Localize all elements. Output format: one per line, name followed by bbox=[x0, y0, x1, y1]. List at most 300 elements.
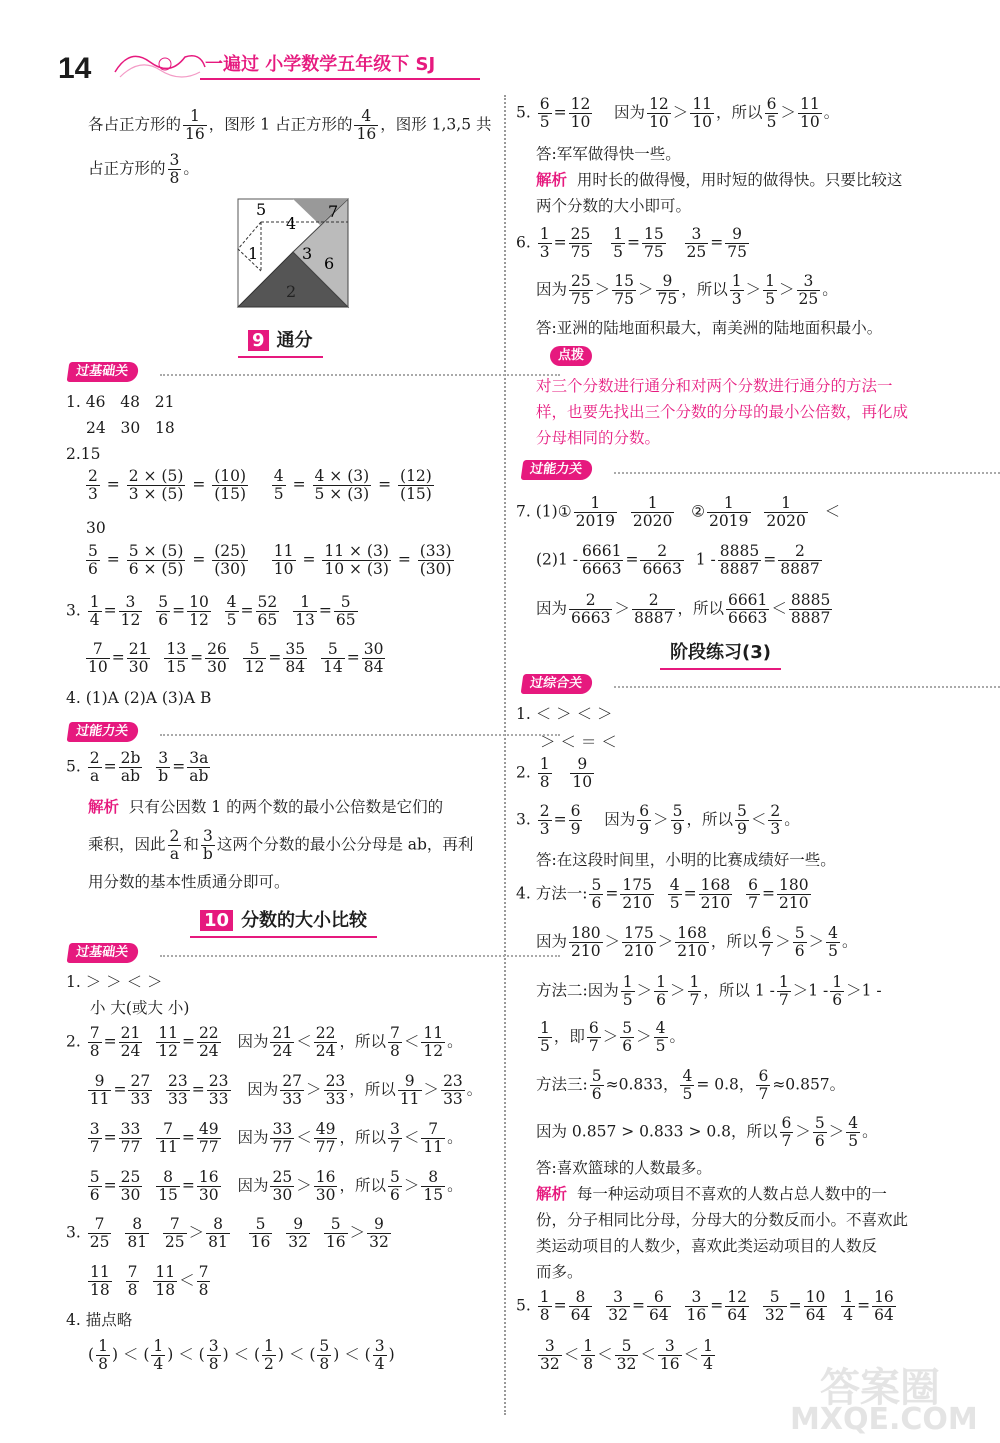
fraction: $\frac{11}{10}$ bbox=[273, 542, 294, 578]
text: 24 bbox=[86, 419, 106, 437]
fraction: $\frac{23}{33}$ bbox=[443, 1072, 463, 1108]
fraction: $\frac{1}{6}$ bbox=[832, 973, 843, 1009]
text: 每一种运动项目不喜欢的人数占总人数中的一 bbox=[576, 1185, 887, 1203]
fraction: $\frac{21}{30}$ bbox=[128, 640, 149, 676]
text: 答:军军做得快一些。 bbox=[536, 145, 681, 163]
fraction: $\frac{2b}{ab}$ bbox=[120, 749, 141, 785]
fraction: $\frac{3}{4}$ bbox=[374, 1337, 385, 1373]
fraction: $\frac{3}{32}$ bbox=[540, 1337, 560, 1373]
s4-compare2: 因为 0.857 > 0.833 > 0.8，所以 $\frac{6}{7}$ ＞ $\frac{5}{6}$ ＞ $\frac{4}{5}$ 。 bbox=[536, 1114, 878, 1150]
s1-row1 bbox=[516, 704, 613, 724]
fraction: $\frac{6}{5}$ bbox=[766, 95, 777, 131]
fraction: $\frac{7}{10}$ bbox=[88, 640, 108, 676]
q2-10-row: $\frac{9}{11}$ = $\frac{27}{33}$ $\frac{23}{33}$ = $\frac{23}{33}$ 因为 $\frac{27}{33}$ ＞ $\frac{23}{33}$ ，所以 $\frac{9}{11}$ ＞ $\frac{23}{33}$ 。 bbox=[89, 1072, 483, 1108]
fraction: $\frac{11 \times (3)}{10 \times (3)}$ bbox=[324, 542, 389, 578]
section-banner: 过基础关 bbox=[67, 362, 140, 382]
s4-ana-4 bbox=[536, 1262, 583, 1282]
fraction: $\frac{7}{25}$ bbox=[89, 1215, 110, 1251]
text: ，图形 1,3,5 共 bbox=[380, 115, 492, 134]
fraction: $\frac{180}{210}$ bbox=[571, 924, 601, 960]
section-underline bbox=[660, 668, 781, 670]
text: 1 - bbox=[695, 550, 716, 569]
text: 。 bbox=[466, 1080, 483, 1099]
q1-row1 bbox=[66, 392, 175, 412]
analysis-tag: 解析 bbox=[536, 1185, 568, 1203]
fraction: $\frac{10}{64}$ bbox=[805, 1288, 826, 1324]
fraction: $\frac{30}{84}$ bbox=[363, 640, 384, 676]
r5-ana-1 bbox=[536, 170, 902, 190]
fraction: $\frac{(33)}{(30)}$ bbox=[419, 542, 452, 578]
intro-line-1 bbox=[88, 108, 492, 143]
fraction: $\frac{2}{6663}$ bbox=[642, 542, 682, 578]
q3-10-row1 bbox=[66, 1216, 393, 1251]
fraction: $\frac{1}{4}$ bbox=[843, 1288, 854, 1324]
fraction: $\frac{11}{18}$ bbox=[90, 1263, 110, 1299]
fraction: $\frac{1}{8}$ bbox=[539, 755, 550, 791]
fraction: $\frac{1}{4}$ bbox=[153, 1337, 164, 1373]
q1-10-row1 bbox=[66, 972, 163, 992]
r7-compare: 因为 $\frac{2}{6663}$ ＞ $\frac{2}{8887}$ ，所以 $\frac{6661}{6663}$ ＜ $\frac{8885}{8887}$ bbox=[536, 591, 831, 627]
q1-row2 bbox=[86, 418, 175, 438]
r5-answer bbox=[536, 144, 681, 164]
fraction: $\frac{25}{30}$ bbox=[120, 1168, 141, 1204]
tip-line-2 bbox=[536, 402, 908, 422]
fraction: $\frac{13}{15}$ bbox=[166, 640, 187, 676]
fraction: $\frac{12}{64}$ bbox=[727, 1288, 747, 1324]
fraction: $\frac{23}{33}$ bbox=[208, 1072, 229, 1108]
s4-ana-2 bbox=[536, 1210, 908, 1230]
fraction: $\frac{8}{15}$ bbox=[423, 1168, 444, 1204]
fraction: $\frac{16}{30}$ bbox=[198, 1168, 219, 1204]
book-title: 一遍过 小学数学五年级下 SJ bbox=[205, 54, 436, 75]
fraction: $\frac{5}{65}$ bbox=[335, 593, 356, 629]
r5-eq: 5. $\frac{6}{5}$ = $\frac{12}{10}$ 因为 $\frac{12}{10}$ ＞ $\frac{11}{10}$ ，所以 $\frac{6}{5}$ ＞ $\frac{11}{10}$ 。 bbox=[516, 95, 840, 131]
r5-ana-2 bbox=[536, 196, 691, 216]
text: 两个分数的大小即可。 bbox=[536, 197, 692, 215]
analysis-tag: 解析 bbox=[536, 171, 568, 189]
q2-eq-row2: $\frac{5}{6}$ = $\frac{5 \times (5)}{6 \times (5)}$ = $\frac{(25)}{(30)}$ $\frac{11}{10}$ = $\frac{11 \times (3)}{10 \times (3)}$ = $\frac{(33)}{(30)}$ bbox=[88, 542, 452, 578]
fraction: $\frac{5}{9}$ bbox=[736, 802, 747, 838]
s4-ana-3 bbox=[536, 1236, 877, 1256]
fraction: $\frac{5}{12}$ bbox=[244, 640, 265, 676]
text: 各占正方形的 bbox=[88, 115, 182, 134]
tip-text: 对三个分数进行通分和对两个分数进行通分的方法一 bbox=[536, 377, 893, 395]
text: = 0.8， bbox=[696, 1075, 755, 1094]
r7-part2: (2)1 - $\frac{6661}{6663}$ = $\frac{2}{6663}$ 1 - $\frac{8885}{8887}$ = $\frac{2}{8887}$ bbox=[536, 542, 820, 578]
fraction: $\frac{9}{10}$ bbox=[572, 755, 593, 791]
fraction: $\frac{26}{30}$ bbox=[207, 640, 227, 676]
fraction: $\frac{2 \times (5)}{3 \times (5)}$ bbox=[128, 467, 184, 503]
text: ＞ ＞ ＜ ＞ bbox=[85, 973, 163, 991]
section-number: 9 bbox=[248, 330, 269, 351]
text: 答:在这段时间里，小明的比赛成绩好一些。 bbox=[536, 851, 836, 869]
s4-answer bbox=[536, 1158, 712, 1178]
stage-title-text: 阶段练习(3) bbox=[670, 642, 771, 663]
fraction: $\frac{7}{11}$ bbox=[423, 1120, 444, 1156]
analysis-tag: 解析 bbox=[88, 798, 120, 816]
text: 15 bbox=[80, 445, 101, 463]
fraction: $\frac{1}{2020}$ bbox=[766, 494, 806, 530]
fraction: $\frac{1}{5}$ bbox=[613, 225, 623, 261]
q2-a bbox=[66, 444, 101, 464]
s3-answer bbox=[536, 850, 836, 870]
fig-label-1: 1 bbox=[248, 244, 259, 263]
section-banner: 过基础关 bbox=[67, 943, 140, 963]
fraction: $\frac{180}{210}$ bbox=[779, 876, 809, 912]
fraction: $\frac{3a}{ab}$ bbox=[189, 749, 209, 785]
tip-line-3 bbox=[536, 428, 660, 448]
fraction: $\frac{6661}{6663}$ bbox=[727, 591, 768, 627]
fraction: $\frac{1}{16}$ bbox=[185, 107, 205, 143]
tip-line-1 bbox=[536, 376, 893, 396]
text: ＜ bbox=[403, 1032, 420, 1051]
stage-title bbox=[670, 638, 771, 664]
fraction: $\frac{1}{3}$ bbox=[539, 225, 550, 261]
q1-10-row2 bbox=[90, 998, 189, 1018]
fraction: $\frac{10}{12}$ bbox=[189, 593, 209, 629]
text: 用分数的基本性质通分即可。 bbox=[88, 873, 290, 891]
q3-10-row2 bbox=[86, 1264, 212, 1299]
fraction: $\frac{25}{75}$ bbox=[570, 225, 591, 261]
fraction: $\frac{(10)}{(15)}$ bbox=[214, 467, 247, 503]
fraction: $\frac{4}{5}$ bbox=[669, 876, 680, 912]
fraction: $\frac{35}{84}$ bbox=[285, 640, 306, 676]
tangram-figure bbox=[236, 197, 350, 309]
text: 5. bbox=[66, 757, 81, 776]
fraction: $\frac{6661}{6663}$ bbox=[581, 542, 622, 578]
section-underline bbox=[190, 936, 377, 938]
fraction: $\frac{5}{14}$ bbox=[322, 640, 343, 676]
q2-10-row: 2. $\frac{7}{8}$ = $\frac{21}{24}$ $\frac{11}{12}$ = $\frac{22}{24}$ 因为 $\frac{21}{24}$ ＜ $\frac{22}{24}$ ，所以 $\frac{7}{8}$ ＜ $\frac{11}{12}$ 。 bbox=[66, 1024, 463, 1060]
page-header bbox=[0, 0, 1000, 90]
fraction: $\frac{7}{8}$ bbox=[89, 1024, 100, 1060]
section-title: 分数的大小比较 bbox=[241, 910, 368, 931]
column-divider bbox=[504, 95, 506, 1415]
swirl-logo-icon bbox=[110, 42, 210, 82]
text: ，所以 bbox=[339, 1176, 386, 1195]
text: 2. bbox=[516, 763, 531, 782]
fraction: $\frac{8}{64}$ bbox=[570, 1288, 591, 1324]
fraction: $\frac{8885}{8887}$ bbox=[790, 591, 831, 627]
fraction: $\frac{21}{24}$ bbox=[120, 1024, 141, 1060]
fraction: $\frac{7}{11}$ bbox=[158, 1120, 178, 1156]
text: 这两个分数的最小公分母是 ab，再利 bbox=[216, 835, 474, 854]
s4-method1: 4. 方法一: $\frac{5}{6}$ = $\frac{175}{210}$ $\frac{4}{5}$ = $\frac{168}{210}$ $\frac{6}{7}$ = $\frac{180}{210}$ bbox=[516, 876, 809, 912]
text: 乘积，因此 bbox=[88, 835, 166, 854]
fraction: $\frac{(12)}{(15)}$ bbox=[400, 467, 432, 503]
fraction: $\frac{3}{16}$ bbox=[659, 1337, 680, 1373]
text: ＜ bbox=[824, 502, 841, 521]
fraction: $\frac{4}{5}$ bbox=[828, 924, 838, 960]
fraction: $\frac{23}{33}$ bbox=[325, 1072, 346, 1108]
fraction: $\frac{5}{9}$ bbox=[672, 802, 683, 838]
text: 方法二:因为 bbox=[536, 981, 619, 1000]
fraction: $\frac{25}{30}$ bbox=[272, 1168, 293, 1204]
fraction: $\frac{21}{24}$ bbox=[272, 1024, 293, 1060]
text: 1. bbox=[66, 973, 81, 991]
fraction: $\frac{5}{6}$ bbox=[814, 1114, 825, 1150]
s5-eq: 5. $\frac{1}{8}$ = $\frac{8}{64}$ $\frac{3}{32}$ = $\frac{6}{64}$ $\frac{3}{16}$ = $\frac{12}{64}$ $\frac{5}{32}$ = $\frac{10}{64}$ $\frac{1}{4}$ = $\frac{16}{64}$ bbox=[516, 1288, 894, 1324]
s4-method2: 方法二:因为 $\frac{1}{5}$ ＞ $\frac{1}{6}$ ＞ $\frac{1}{7}$ ，所以 1 - $\frac{1}{7}$ ＞1 - $\frac{1}{6}$ ＞1 - bbox=[536, 973, 882, 1009]
fraction: $\frac{3}{32}$ bbox=[608, 1288, 628, 1324]
fraction: $\frac{4}{5}$ bbox=[848, 1114, 859, 1150]
fraction: $\frac{(25)}{(30)}$ bbox=[214, 542, 247, 578]
fraction: $\frac{5}{6}$ bbox=[591, 876, 602, 912]
fraction: $\frac{49}{77}$ bbox=[198, 1120, 219, 1156]
text: ＞ bbox=[296, 1176, 312, 1195]
fraction: $\frac{5}{6}$ bbox=[591, 1067, 602, 1103]
text: ＞ bbox=[349, 1223, 366, 1242]
text: 2. bbox=[66, 1032, 81, 1051]
fraction: $\frac{1}{7}$ bbox=[778, 973, 789, 1009]
s4-ana-1 bbox=[536, 1184, 887, 1204]
fig-label-4: 4 bbox=[286, 214, 297, 233]
text: 4. bbox=[66, 1311, 81, 1329]
text: 48 bbox=[120, 393, 140, 411]
section-banner: 过能力关 bbox=[521, 460, 594, 480]
text: 3. bbox=[516, 810, 531, 829]
fraction: $\frac{2}{8887}$ bbox=[633, 591, 674, 627]
fraction: $\frac{52}{65}$ bbox=[257, 593, 278, 629]
text: 因为 0.857 > 0.833 > 0.8，所以 bbox=[536, 1122, 778, 1141]
fraction: $\frac{175}{210}$ bbox=[622, 876, 652, 912]
fraction: $\frac{1}{3}$ bbox=[731, 272, 742, 308]
fig-label-3: 3 bbox=[302, 244, 313, 263]
text: 而多。 bbox=[536, 1263, 583, 1281]
text: ＜ bbox=[403, 1128, 420, 1147]
fraction: $\frac{5}{32}$ bbox=[764, 1288, 785, 1324]
fraction: $\frac{8885}{8887}$ bbox=[719, 542, 760, 578]
fraction: $\frac{16}{64}$ bbox=[874, 1288, 894, 1324]
fraction: $\frac{5}{16}$ bbox=[325, 1215, 346, 1251]
fraction: $\frac{6}{9}$ bbox=[639, 802, 650, 838]
banner-dotted-line bbox=[160, 955, 560, 957]
fraction: $\frac{7}{8}$ bbox=[127, 1263, 138, 1299]
fraction: $\frac{5}{6}$ bbox=[794, 924, 805, 960]
fraction: $\frac{2}{8887}$ bbox=[780, 542, 820, 578]
text: 4. (1)A (2)A (3)A B bbox=[66, 689, 212, 707]
text: ，即 bbox=[553, 1027, 585, 1046]
fraction: $\frac{1}{2020}$ bbox=[632, 494, 673, 530]
fraction: $\frac{7}{25}$ bbox=[164, 1215, 185, 1251]
fraction: $\frac{11}{10}$ bbox=[799, 95, 820, 131]
text: (2)1 - bbox=[536, 550, 578, 569]
text: 小 大(或大 小) bbox=[90, 999, 190, 1017]
fraction: $\frac{9}{32}$ bbox=[369, 1215, 389, 1251]
text: 6. bbox=[516, 233, 531, 252]
text: 18 bbox=[155, 419, 175, 437]
r6-eq: 6. $\frac{1}{3}$ = $\frac{25}{75}$ $\frac{1}{5}$ = $\frac{15}{75}$ $\frac{3}{25}$ = $\frac{9}{75}$ bbox=[516, 225, 747, 261]
text: 30 bbox=[86, 519, 106, 537]
fraction: $\frac{6}{7}$ bbox=[758, 1067, 769, 1103]
watermark-logo: 答案圈 bbox=[820, 1365, 940, 1411]
fraction: $\frac{6}{5}$ bbox=[539, 95, 550, 131]
text: 5. bbox=[516, 103, 531, 122]
title-underline bbox=[200, 78, 480, 80]
text: 答:喜欢篮球的人数最多。 bbox=[536, 1159, 712, 1177]
fraction: $\frac{22}{24}$ bbox=[198, 1024, 219, 1060]
fraction: $\frac{23}{33}$ bbox=[168, 1072, 188, 1108]
fraction: $\frac{7}{8}$ bbox=[198, 1263, 209, 1299]
section-number: 10 bbox=[200, 910, 233, 931]
text: 。 bbox=[447, 1128, 463, 1147]
fraction: $\frac{1}{13}$ bbox=[295, 593, 315, 629]
fraction: $\frac{5 \times (5)}{6 \times (5)}$ bbox=[128, 542, 184, 578]
text: 46 bbox=[85, 393, 106, 411]
fraction: $\frac{6}{7}$ bbox=[588, 1019, 599, 1055]
fraction: $\frac{3}{12}$ bbox=[120, 593, 141, 629]
fraction: $\frac{1}{4}$ bbox=[703, 1337, 714, 1373]
fraction: $\frac{4}{5}$ bbox=[226, 593, 237, 629]
r6-answer bbox=[536, 318, 882, 338]
fraction: $\frac{11}{18}$ bbox=[155, 1263, 176, 1299]
text: ＞ bbox=[403, 1176, 420, 1195]
text: 方法三: bbox=[536, 1075, 588, 1094]
fraction: $\frac{1}{8}$ bbox=[583, 1337, 594, 1373]
fraction: $\frac{27}{33}$ bbox=[282, 1072, 303, 1108]
fraction: $\frac{9}{11}$ bbox=[399, 1072, 420, 1108]
q2-10-row: $\frac{5}{6}$ = $\frac{25}{30}$ $\frac{8}{15}$ = $\frac{16}{30}$ 因为 $\frac{25}{30}$ ＞ $\frac{16}{30}$ ，所以 $\frac{5}{6}$ ＞ $\frac{8}{15}$ 。 bbox=[89, 1168, 463, 1204]
fraction: $\frac{5}{6}$ bbox=[389, 1168, 400, 1204]
s5-chain: $\frac{3}{32}$ ＜ $\frac{1}{8}$ ＜ $\frac{5}{32}$ ＜ $\frac{3}{16}$ ＜ $\frac{1}{4}$ bbox=[540, 1337, 714, 1373]
text: 30 bbox=[120, 419, 141, 437]
banner-dotted-line bbox=[160, 374, 560, 376]
fraction: $\frac{168}{210}$ bbox=[677, 924, 707, 960]
text: 3. bbox=[66, 1223, 81, 1242]
fraction: $\frac{15}{75}$ bbox=[614, 272, 634, 308]
fraction: $\frac{1}{8}$ bbox=[539, 1288, 550, 1324]
fraction: $\frac{3}{b}$ bbox=[202, 827, 213, 863]
fraction: $\frac{4 \times (3)}{5 \times (3)}$ bbox=[314, 467, 370, 503]
fraction: $\frac{11}{12}$ bbox=[423, 1024, 444, 1060]
text: ＜ bbox=[296, 1128, 312, 1147]
fraction: $\frac{175}{210}$ bbox=[624, 924, 654, 960]
fraction: $\frac{6}{7}$ bbox=[781, 1114, 792, 1150]
fraction: $\frac{8}{81}$ bbox=[208, 1215, 228, 1251]
text: 描点略 bbox=[85, 1311, 133, 1329]
fraction: $\frac{3}{8}$ bbox=[169, 151, 180, 187]
fraction: $\frac{6}{7}$ bbox=[761, 924, 772, 960]
text: ② bbox=[691, 502, 706, 521]
fraction: $\frac{2}{a}$ bbox=[89, 749, 100, 785]
q3-row2: $\frac{7}{10}$ = $\frac{21}{30}$ $\frac{13}{15}$ = $\frac{26}{30}$ $\frac{5}{12}$ = $\frac{35}{84}$ $\frac{5}{14}$ = $\frac{30}{84}$ bbox=[88, 640, 384, 676]
fig-label-6: 6 bbox=[324, 254, 335, 273]
fraction: $\frac{16}{30}$ bbox=[315, 1168, 336, 1204]
page-number: 14 bbox=[58, 52, 92, 85]
text: 。 bbox=[447, 1032, 463, 1051]
fraction: $\frac{49}{77}$ bbox=[315, 1120, 336, 1156]
fraction: $\frac{2}{6663}$ bbox=[571, 591, 611, 627]
text: ，图形 1 占正方形的 bbox=[208, 115, 353, 134]
fraction: $\frac{15}{75}$ bbox=[644, 225, 664, 261]
fraction: $\frac{33}{77}$ bbox=[272, 1120, 293, 1156]
text: ＞ ＜ ＝ ＜ bbox=[540, 733, 617, 751]
text: 只有公因数 1 的两个数的最小公倍数是它们的 bbox=[128, 798, 444, 816]
fraction: $\frac{2}{3}$ bbox=[539, 802, 550, 838]
fraction: $\frac{4}{5}$ bbox=[682, 1067, 693, 1103]
fraction: $\frac{3}{8}$ bbox=[208, 1337, 219, 1373]
q2-10-row: $\frac{3}{7}$ = $\frac{33}{77}$ $\frac{7}{11}$ = $\frac{49}{77}$ 因为 $\frac{33}{77}$ ＜ $\frac{49}{77}$ ，所以 $\frac{3}{7}$ ＜ $\frac{7}{11}$ 。 bbox=[89, 1120, 463, 1156]
tip-text: 分母相同的分数。 bbox=[536, 429, 661, 447]
text: 1. bbox=[516, 705, 531, 723]
fraction: $\frac{6}{9}$ bbox=[570, 802, 581, 838]
section-banner: 过能力关 bbox=[67, 722, 140, 742]
q2-b bbox=[86, 518, 106, 538]
fraction: $\frac{8}{81}$ bbox=[127, 1215, 148, 1251]
text: ≈0.833， bbox=[605, 1075, 679, 1094]
text: ＜ ＞ ＜ ＞ bbox=[535, 705, 613, 723]
fraction: $\frac{168}{210}$ bbox=[700, 876, 731, 912]
q5-ana-1 bbox=[88, 797, 443, 817]
q5-ana-2 bbox=[88, 828, 473, 863]
fraction: $\frac{5}{6}$ bbox=[88, 542, 98, 578]
q5-eq: 5. $\frac{2}{a}$ = $\frac{2b}{ab}$ $\frac{3}{b}$ = $\frac{3a}{ab}$ bbox=[66, 749, 209, 785]
fig-label-5: 5 bbox=[256, 200, 267, 219]
fraction: $\frac{5}{16}$ bbox=[250, 1215, 271, 1251]
fig-label-7: 7 bbox=[328, 202, 339, 221]
text: 。 bbox=[447, 1176, 463, 1195]
text: 1. bbox=[66, 393, 81, 411]
text: ，所以 bbox=[339, 1032, 386, 1051]
text: 因为 bbox=[237, 1128, 269, 1147]
fraction: $\frac{1}{2019}$ bbox=[575, 494, 616, 530]
fraction: $\frac{4}{5}$ bbox=[273, 467, 284, 503]
text: ，所以 bbox=[349, 1080, 396, 1099]
fraction: $\frac{3}{25}$ bbox=[686, 225, 707, 261]
fraction: $\frac{2}{3}$ bbox=[770, 802, 781, 838]
text: 因为 bbox=[247, 1080, 279, 1099]
text: ＞ bbox=[423, 1080, 440, 1099]
fraction: $\frac{1}{5}$ bbox=[540, 1019, 550, 1055]
fraction: $\frac{3}{7}$ bbox=[89, 1120, 100, 1156]
section-9-title bbox=[248, 326, 313, 352]
text: 类运动项目的人数少，喜欢此类运动项目的人数反 bbox=[536, 1237, 878, 1255]
s4-compare1: 因为 $\frac{180}{210}$ ＞ $\frac{175}{210}$ ＞ $\frac{168}{210}$ ，所以 $\frac{6}{7}$ ＞ $\frac{5}{6}$ ＞ $\frac{4}{5}$ 。 bbox=[536, 924, 858, 960]
section-banner: 过综合关 bbox=[521, 674, 594, 694]
fraction: $\frac{3}{25}$ bbox=[798, 272, 819, 308]
q2-eq-row1: $\frac{2}{3}$ = $\frac{2 \times (5)}{3 \times (5)}$ = $\frac{(10)}{(15)}$ $\frac{4}{5}$ = $\frac{4 \times (3)}{5 \times (3)}$ = $\frac{(12)}{(15)}$ bbox=[88, 467, 432, 503]
fig-label-2: 2 bbox=[286, 282, 297, 301]
fraction: $\frac{11}{12}$ bbox=[158, 1024, 178, 1060]
fraction: $\frac{33}{77}$ bbox=[120, 1120, 141, 1156]
fraction: $\frac{9}{32}$ bbox=[288, 1215, 309, 1251]
tip-badge: 点拨 bbox=[550, 346, 592, 366]
text: 方法一: bbox=[535, 884, 588, 903]
text: 3. bbox=[66, 601, 81, 620]
fraction: $\frac{5}{8}$ bbox=[319, 1337, 330, 1373]
text: 占正方形的 bbox=[88, 159, 166, 178]
fraction: $\frac{3}{16}$ bbox=[686, 1288, 707, 1324]
fraction: $\frac{1}{5}$ bbox=[765, 272, 776, 308]
banner-dotted-line bbox=[614, 472, 1000, 474]
q4-10-chain: ( $\frac{1}{8}$ ) ＜ ( $\frac{1}{4}$ ) ＜ ( $\frac{3}{8}$ ) ＜ ( $\frac{1}{2}$ ) ＜ ( $\frac{5}{8}$ ) ＜ ( $\frac{3}{4}$ ) bbox=[88, 1337, 395, 1373]
fraction: $\frac{1}{7}$ bbox=[689, 973, 700, 1009]
fraction: $\frac{9}{11}$ bbox=[89, 1072, 110, 1108]
banner-dotted-line bbox=[160, 734, 560, 736]
fraction: $\frac{12}{10}$ bbox=[570, 95, 591, 131]
fraction: $\frac{11}{10}$ bbox=[692, 95, 713, 131]
r7-part1 bbox=[516, 495, 840, 530]
text: 5. bbox=[516, 1296, 531, 1315]
text: 答:亚洲的陆地面积最大，南美洲的陆地面积最小。 bbox=[536, 319, 883, 337]
intro-line-2 bbox=[88, 152, 199, 187]
q3-row1: 3. $\frac{1}{4}$ = $\frac{3}{12}$ $\frac{5}{6}$ = $\frac{10}{12}$ $\frac{4}{5}$ = $\frac{52}{65}$ $\frac{1}{13}$ = $\frac{5}{65}$ bbox=[66, 593, 356, 629]
fraction: $\frac{6}{64}$ bbox=[648, 1288, 669, 1324]
fraction: $\frac{5}{6}$ bbox=[89, 1168, 100, 1204]
s3-line: 3. $\frac{2}{3}$ = $\frac{6}{9}$ 因为 $\frac{6}{9}$ ＞ $\frac{5}{9}$ ，所以 $\frac{5}{9}$ ＜ $\frac{2}{3}$ 。 bbox=[516, 802, 800, 838]
banner-dotted-line bbox=[614, 686, 1000, 688]
fraction: $\frac{3}{b}$ bbox=[158, 749, 169, 785]
